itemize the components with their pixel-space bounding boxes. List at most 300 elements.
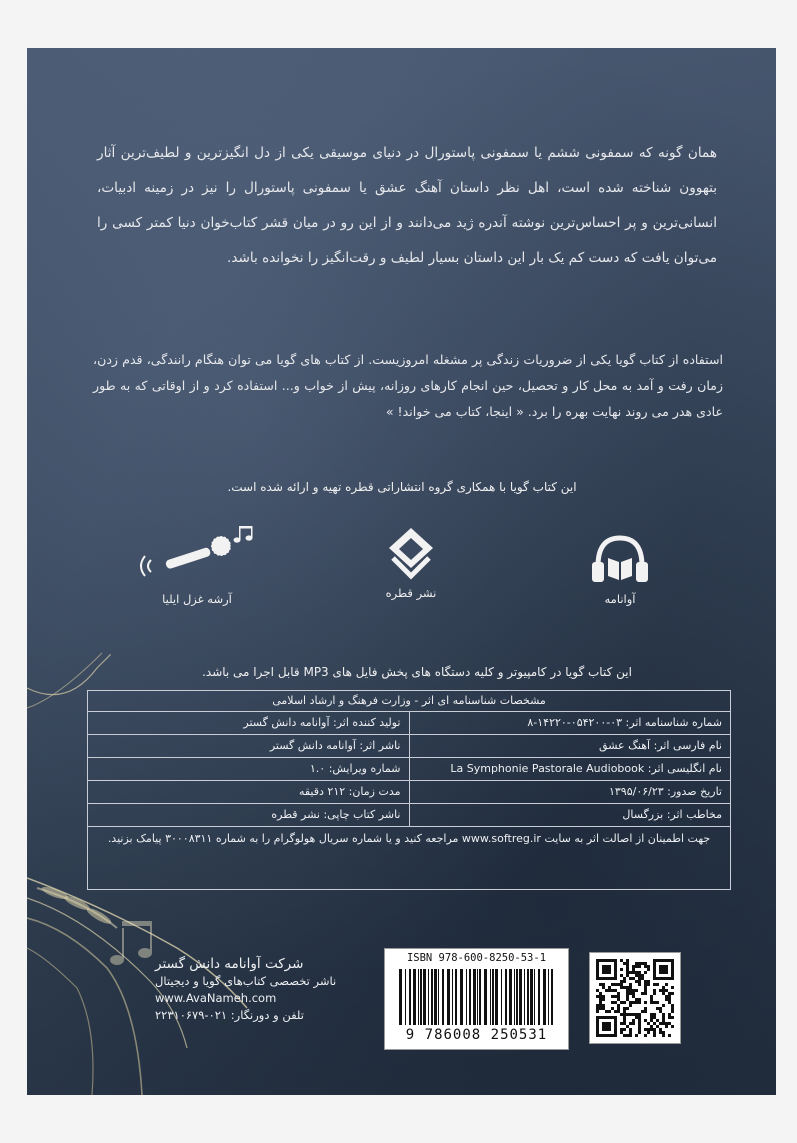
qr-module [662, 1019, 665, 1022]
qr-module [629, 1022, 632, 1025]
book-back-cover [27, 48, 776, 1095]
barcode-bar [477, 969, 478, 1025]
qr-module [617, 995, 620, 998]
qr-module [608, 1010, 611, 1013]
company-website: www.AvaNameh.com [155, 991, 277, 1005]
table-row [88, 804, 730, 827]
qr-module [638, 1013, 641, 1016]
qr-module [626, 998, 629, 1001]
qr-module [623, 1010, 626, 1013]
qr-module [662, 989, 665, 992]
qr-module [656, 1025, 659, 1028]
qr-module [596, 989, 599, 992]
avaname-logo-label: آوانامه [604, 592, 636, 606]
qr-module [668, 995, 671, 998]
qr-module [626, 1025, 629, 1028]
qr-module [599, 983, 602, 986]
qr-module [671, 1010, 674, 1013]
barcode-bar [495, 969, 498, 1025]
qr-module [632, 1001, 635, 1004]
qr-module [626, 992, 629, 995]
qr-module [602, 1007, 605, 1010]
qr-module [644, 1028, 647, 1031]
qr-module [611, 989, 614, 992]
synopsis-paragraph: همان گونه که سمفونی ششم یا سمفونی پاستورال در دنیای موسیقی یکی از دل انگیزترین و لطیف‌ترین آثار بتهوون شناخته شده است، اهل نظر داستان آهنگ عشق یا سمفونی پاستورال را نیز در زمینه ادبیات، انسانی‌ترین و پر احساس‌ترین نوشته آندره ژید می‌دانند و از این رو در میان قشر کتاب‌خوان دنیا کمتر کسی را می‌توان یافت که دست کم یک بار این داستان بسیار لطیف و رقت‌انگیز را نخوانده باشد. [97, 144, 717, 266]
qr-module [668, 992, 671, 995]
qr-module [632, 989, 635, 992]
qr-module [638, 1001, 641, 1004]
qr-module [620, 959, 623, 962]
barcode-bar [538, 969, 540, 1025]
qr-finder [602, 965, 611, 974]
qr-module [635, 965, 638, 968]
qatreh-diamond-icon [383, 524, 439, 580]
qr-module [668, 1001, 671, 1004]
qr-module [644, 989, 647, 992]
qr-module [647, 1031, 650, 1034]
qr-module [629, 977, 632, 980]
qr-module [599, 995, 602, 998]
qr-module [635, 1016, 638, 1019]
table-row [88, 735, 730, 758]
audiobook-benefits-paragraph: استفاده از کتاب گویا یکی از ضروریات زندگی پر مشغله امروزیست. از کتاب های گویا می توان هنگام رانندگی، قدم زدن، زمان رفت و آمد به محل کار و تحصیل، حین انجام کارهای روزانه، پیش از خواب و... استفاده کرد و از اوقاتی که به طور عادی هدر می روند نهایت بهره را برد. « اینجا، کتاب می خواند! » [93, 351, 723, 419]
qr-module [647, 968, 650, 971]
qr-module [644, 1007, 647, 1010]
qatreh-logo [371, 524, 451, 600]
qr-module [635, 962, 638, 965]
barcode-bar [460, 969, 463, 1025]
table-row [88, 758, 730, 781]
qr-module [665, 995, 668, 998]
qr-module [644, 1034, 647, 1037]
qr-module [620, 980, 623, 983]
qr-module [623, 1022, 626, 1025]
qr-module [638, 1016, 641, 1019]
table-cell: ناشر اثر: آوانامه دانش گستر [269, 739, 401, 752]
qr-module [668, 998, 671, 1001]
qr-module [602, 998, 605, 1001]
qr-module [629, 1031, 632, 1034]
qr-module [653, 983, 656, 986]
qr-module [614, 1010, 617, 1013]
qr-module [650, 1019, 653, 1022]
microphone-icon [137, 526, 257, 586]
qr-module [620, 1013, 623, 1016]
qr-module [602, 1004, 605, 1007]
barcode-bar [452, 969, 453, 1025]
qr-module [662, 1031, 665, 1034]
qr-module [650, 998, 653, 1001]
qr-module [671, 986, 674, 989]
qr-module [632, 965, 635, 968]
qr-module [641, 1010, 644, 1013]
barcode-bar [509, 969, 512, 1025]
qr-module [665, 998, 668, 1001]
qr-module [671, 992, 674, 995]
qr-module [599, 1004, 602, 1007]
qr-module [623, 1034, 626, 1037]
barcode-bar [423, 969, 426, 1025]
qr-module [602, 986, 605, 989]
qr-module [644, 980, 647, 983]
table-row [88, 712, 730, 735]
qr-module [620, 968, 623, 971]
mp3-compatibility-note: این کتاب گویا در کامپیوتر و کلیه دستگاه های پخش فایل های MP3 قابل اجرا می باشد. [202, 665, 632, 679]
qr-module [626, 971, 629, 974]
qr-module [638, 1028, 641, 1031]
qatreh-logo-label: نشر قطره [385, 586, 437, 600]
qr-module [638, 971, 641, 974]
qr-module [608, 989, 611, 992]
qr-module [650, 1028, 653, 1031]
qr-module [596, 1007, 599, 1010]
qr-module [662, 1004, 665, 1007]
qr-module [626, 989, 629, 992]
barcode-bar [484, 969, 487, 1025]
qr-module [641, 992, 644, 995]
qr-module [659, 1028, 662, 1031]
qr-module [611, 995, 614, 998]
barcode-bar [413, 969, 416, 1025]
qr-module [659, 989, 662, 992]
qr-module [656, 1001, 659, 1004]
qr-module [647, 980, 650, 983]
qr-module [656, 1007, 659, 1010]
qr-module [653, 1031, 656, 1034]
qr-module [626, 1013, 629, 1016]
qr-module [659, 1022, 662, 1025]
table-cell: مدت زمان: ۲۱۲ دقیقه [298, 785, 401, 798]
qr-module [626, 1034, 629, 1037]
qr-module [641, 962, 644, 965]
barcode-bar [428, 969, 429, 1025]
qr-module [632, 1013, 635, 1016]
qr-module [620, 1022, 623, 1025]
qr-module [623, 1001, 626, 1004]
qr-module [647, 965, 650, 968]
qr-module [653, 1001, 656, 1004]
id-table [87, 690, 731, 890]
barcode-bar [543, 969, 546, 1025]
qr-module [635, 1013, 638, 1016]
table-cell: شماره ویرایش: ۱.۰ [309, 762, 401, 775]
barcode-bar [551, 969, 553, 1025]
qr-module [662, 1016, 665, 1019]
qr-module [614, 995, 617, 998]
barcode-bar [516, 969, 518, 1025]
qr-module [671, 1004, 674, 1007]
barcode-bar [492, 969, 494, 1025]
qr-module [638, 998, 641, 1001]
qr-module [656, 983, 659, 986]
qr-module [632, 992, 635, 995]
qr-module [617, 1004, 620, 1007]
qr-module [659, 1007, 662, 1010]
qr-module [620, 1031, 623, 1034]
company-phone: تلفن و دورنگار: ۰۲۱-۲۲۳۱۰۶۷۹ [155, 1008, 304, 1022]
qr-module [638, 974, 641, 977]
qr-code-icon [590, 953, 680, 1043]
qr-module [647, 983, 650, 986]
id-table-title: مشخصات شناسنامه ای اثر - وزارت فرهنگ و ارشاد اسلامی [88, 691, 730, 712]
qr-module [671, 1025, 674, 1028]
qr-module [599, 1001, 602, 1004]
barcode-bar [431, 969, 433, 1025]
qr-module [620, 986, 623, 989]
barcode-bar [447, 969, 450, 1025]
table-cell: ناشر کتاب چاپی: نشر قطره [271, 808, 401, 821]
qr-module [617, 1007, 620, 1010]
avaname-logo [575, 532, 665, 606]
barcode-bar [473, 969, 476, 1025]
qr-module [623, 986, 626, 989]
qr-module [635, 998, 638, 1001]
barcode-bar [490, 969, 491, 1025]
qr-module [632, 1019, 635, 1022]
qr-module [626, 959, 629, 962]
qr-module [602, 983, 605, 986]
barcode-bar [501, 969, 502, 1025]
qr-module [665, 1022, 668, 1025]
arsheh-logo [132, 526, 262, 606]
qr-module [653, 989, 656, 992]
table-cell: تولید کننده اثر: آوانامه دانش گستر [243, 716, 401, 729]
qr-module [638, 1022, 641, 1025]
qr-module [650, 995, 653, 998]
company-name: شرکت آوانامه دانش گستر [155, 956, 304, 972]
qr-module [623, 962, 626, 965]
barcode-bar [548, 969, 549, 1025]
qr-module [629, 1034, 632, 1037]
qr-module [629, 1004, 632, 1007]
qr-module [638, 983, 641, 986]
qr-module [596, 1010, 599, 1013]
qr-module [608, 986, 611, 989]
table-cell: تاریخ صدور: ۱۳۹۵/۰۶/۲۳ [409, 781, 731, 803]
barcode-bar [514, 969, 515, 1025]
qr-module [629, 1013, 632, 1016]
qr-module [653, 1028, 656, 1031]
barcode-icon [385, 967, 568, 1027]
barcode-bar [455, 969, 457, 1025]
qr-module [644, 1010, 647, 1013]
qr-module [644, 992, 647, 995]
qr-module [623, 977, 626, 980]
barcode-bar [519, 969, 522, 1025]
qr-module [635, 989, 638, 992]
barcode-bar [469, 969, 471, 1025]
qr-module [662, 1022, 665, 1025]
table-cell: نام فارسی اثر: آهنگ عشق [409, 735, 731, 757]
qr-module [623, 1016, 626, 1019]
qr-module [638, 977, 641, 980]
isbn-barcode [384, 948, 569, 1050]
qr-module [638, 965, 641, 968]
qr-module [620, 1001, 623, 1004]
qr-module [626, 995, 629, 998]
qr-finder [602, 1022, 611, 1031]
qr-module [671, 1007, 674, 1010]
qr-module [620, 1028, 623, 1031]
qr-module [638, 1025, 641, 1028]
barcode-bar [505, 969, 507, 1025]
qr-module [659, 1031, 662, 1034]
qr-module [623, 1007, 626, 1010]
qr-module [626, 986, 629, 989]
qr-module [653, 1034, 656, 1037]
qr-module [617, 992, 620, 995]
qr-module [650, 1001, 653, 1004]
qr-module [614, 983, 617, 986]
qr-module [644, 965, 647, 968]
barcode-bar [527, 969, 529, 1025]
qr-module [665, 983, 668, 986]
qr-module [611, 1001, 614, 1004]
qr-module [635, 974, 638, 977]
qr-module [635, 980, 638, 983]
qr-module [650, 1013, 653, 1016]
qr-module [668, 1034, 671, 1037]
qr-module [638, 962, 641, 965]
qr-module [626, 1007, 629, 1010]
qr-module [668, 1016, 671, 1019]
qr-module [617, 983, 620, 986]
barcode-bar [524, 969, 525, 1025]
qr-module [638, 980, 641, 983]
table-cell: شماره شناسنامه اثر: ۰۳-۰۵۴۲۰۰-۱۴۲۲۰-۸ [409, 712, 731, 734]
qr-module [632, 977, 635, 980]
production-credit: این کتاب گویا با همکاری گروه انتشاراتی قطره تهیه و ارائه شده است. [227, 480, 577, 494]
qr-module [644, 983, 647, 986]
qr-module [629, 992, 632, 995]
qr-module [647, 1022, 650, 1025]
qr-module [629, 1001, 632, 1004]
qr-module [650, 1016, 653, 1019]
qr-module [662, 1013, 665, 1016]
qr-module [626, 974, 629, 977]
qr-module [665, 989, 668, 992]
qr-module [614, 1001, 617, 1004]
barcode-bar [434, 969, 437, 1025]
qr-module [644, 986, 647, 989]
qr-module [629, 986, 632, 989]
qr-module [665, 1025, 668, 1028]
qr-module [620, 974, 623, 977]
qr-module [596, 1004, 599, 1007]
qr-module [668, 1022, 671, 1025]
qr-module [659, 1010, 662, 1013]
qr-module [602, 995, 605, 998]
barcode-bar [534, 969, 535, 1025]
barcode-bar [530, 969, 533, 1025]
qr-module [650, 1025, 653, 1028]
qr-module [644, 962, 647, 965]
barcode-bar [466, 969, 467, 1025]
qr-module [662, 986, 665, 989]
qr-module [626, 965, 629, 968]
qr-module [641, 977, 644, 980]
qr-module [638, 1031, 641, 1034]
qr-module [656, 1019, 659, 1022]
qr-module [644, 1001, 647, 1004]
qr-module [623, 980, 626, 983]
qr-module [626, 968, 629, 971]
qr-module [671, 1016, 674, 1019]
qr-module [653, 1022, 656, 1025]
authenticity-note: جهت اطمینان از اصالت اثر به سایت www.softreg.ir مراجعه کنید و یا شماره سریال هولوگرام را به شماره ۳۰۰۰۸۳۱۱ پیامک بزنید. [107, 832, 711, 845]
qr-module [629, 1028, 632, 1031]
barcode-bar [438, 969, 439, 1025]
qr-module [623, 1019, 626, 1022]
barcode-bar [442, 969, 444, 1025]
qr-module [632, 968, 635, 971]
qr-module [635, 1001, 638, 1004]
qr-module [644, 1019, 647, 1022]
qr-module [635, 1034, 638, 1037]
qr-module [653, 1016, 656, 1019]
barcode-bar [399, 969, 402, 1025]
isbn-label: ISBN 978-600-8250-53-1 [406, 952, 547, 964]
qr-module [632, 995, 635, 998]
qr-module [638, 1019, 641, 1022]
qr-module [662, 1034, 665, 1037]
headphones-book-icon [588, 532, 652, 586]
qr-module [632, 1022, 635, 1025]
company-tagline: ناشر تخصصی کتاب‌های گویا و دیجیتال [155, 974, 337, 988]
qr-module [617, 998, 620, 1001]
qr-finder [659, 965, 668, 974]
arsheh-logo-label: آرشه غزل ایلیا [162, 592, 232, 606]
barcode-bar [479, 969, 481, 1025]
qr-code [589, 952, 681, 1044]
qr-module [653, 992, 656, 995]
qr-module [617, 1010, 620, 1013]
qr-module [614, 989, 617, 992]
qr-module [647, 1028, 650, 1031]
isbn-digits: 9 786008 250531 [405, 1027, 548, 1043]
barcode-bar [418, 969, 419, 1025]
table-cell: نام انگلیسی اثر: La Symphonie Pastorale Audiobook [409, 758, 731, 780]
qr-module [611, 983, 614, 986]
qr-module [611, 1007, 614, 1010]
qr-module [596, 995, 599, 998]
table-cell: مخاطب اثر: بزرگسال [409, 804, 731, 826]
qr-module [599, 992, 602, 995]
qr-module [623, 1013, 626, 1016]
qr-module [605, 1010, 608, 1013]
qr-module [629, 989, 632, 992]
table-row [88, 781, 730, 804]
qr-module [623, 1028, 626, 1031]
qr-module [632, 971, 635, 974]
qr-module [653, 1013, 656, 1016]
qr-module [629, 983, 632, 986]
qr-module [644, 971, 647, 974]
qr-module [605, 989, 608, 992]
barcode-bar [405, 969, 406, 1025]
barcode-bar [409, 969, 411, 1025]
qr-module [626, 962, 629, 965]
qr-module [635, 971, 638, 974]
qr-module [641, 974, 644, 977]
qr-module [620, 983, 623, 986]
qr-module [668, 1013, 671, 1016]
barcode-bar [420, 969, 422, 1025]
qr-module [629, 971, 632, 974]
qr-module [599, 1007, 602, 1010]
qr-module [599, 998, 602, 1001]
publisher-info [155, 956, 355, 1024]
